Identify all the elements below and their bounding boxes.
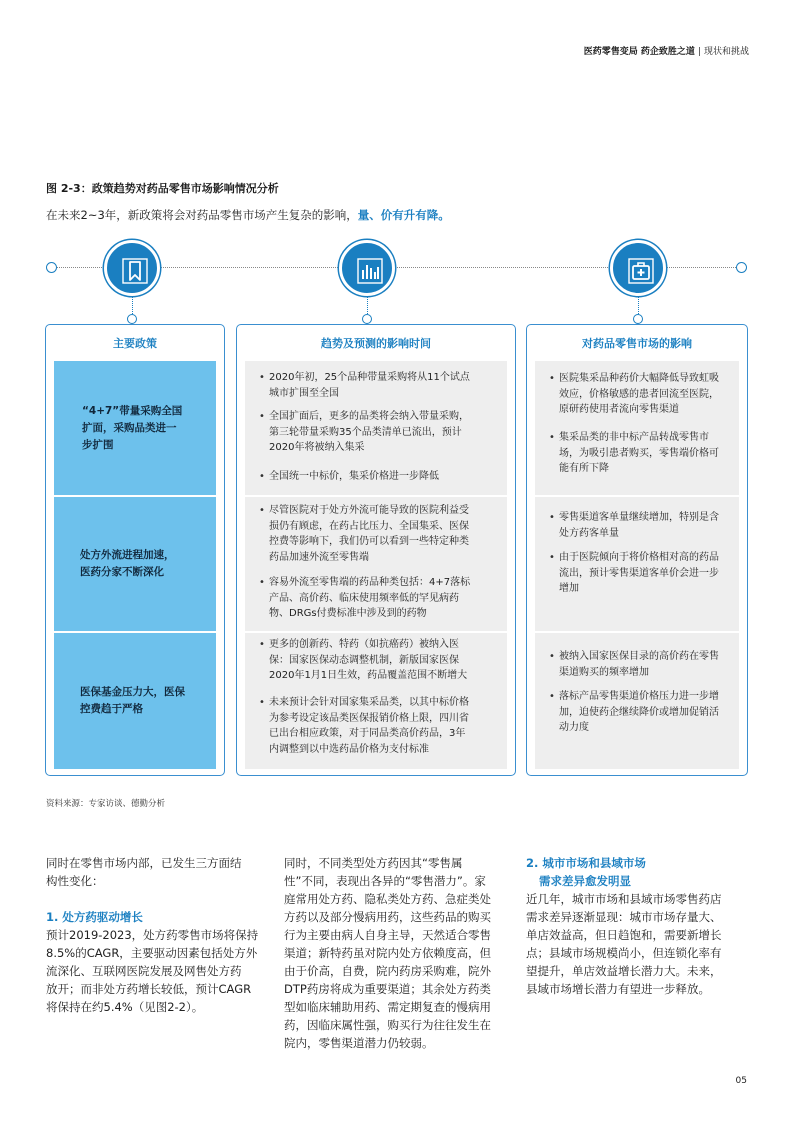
text-line: 近几年，城市市场和县域市场零售药店 bbox=[526, 892, 722, 906]
connector-stem-1 bbox=[132, 296, 133, 316]
section-heading-2-line-1: 2. 城市市场和县域市场 bbox=[526, 856, 646, 870]
figure-subtitle-lead: 在未来2~3年，新政策将会对药品零售市场产生复杂的影响， bbox=[46, 208, 358, 222]
text-line: 望提升，单店效益增长潜力大。未来， bbox=[526, 964, 722, 978]
text-line: 物、DRGs付费标准中涉及到的药物 bbox=[269, 608, 427, 619]
trend-2-bullet-2 bbox=[259, 575, 497, 622]
section-heading-2-line-2: 需求差异愈发明显 bbox=[539, 874, 631, 888]
text-line: 性”不同，表现出各异的“零售潜力”。家 bbox=[284, 874, 486, 888]
figure-title: 图 2-3：政策趋势对药品零售市场影响情况分析 bbox=[46, 182, 279, 195]
impact-2-bullet-2 bbox=[549, 550, 729, 597]
header-section: 现状和挑战 bbox=[703, 47, 749, 57]
body-column-2 bbox=[284, 854, 514, 1052]
impact-1-bullet-2 bbox=[549, 430, 729, 477]
policy-1-line-2: 扩面，采购品类进一 bbox=[82, 422, 177, 434]
trend-1-bullet-1 bbox=[259, 370, 497, 401]
text-line: 点；县域市场规模尚小，但连锁化率有 bbox=[526, 946, 722, 960]
policy-2-line-2: 医药分家不断深化 bbox=[80, 566, 164, 578]
policy-2-line-1: 处方外流进程加速， bbox=[80, 549, 175, 561]
trend-1-bullet-2 bbox=[259, 409, 497, 456]
header-title: 医药零售变局 药企致胜之道 bbox=[583, 47, 695, 57]
trend-panel-header: 趋势及预测的影响时间 bbox=[321, 337, 431, 350]
body-column-3 bbox=[526, 854, 756, 998]
text-line: 渠道购买的频率增加 bbox=[559, 666, 649, 678]
text-line: 内调整到以中选药品价格为支付标准 bbox=[269, 743, 429, 755]
trend-3-bullet-1 bbox=[259, 637, 497, 684]
text-line: 预计2019-2023，处方药零售市场将保持 bbox=[46, 928, 259, 942]
connector-start-dot bbox=[46, 262, 57, 273]
header-separator: | bbox=[697, 47, 701, 57]
text-line: 同时，不同类型处方药因其“零售属 bbox=[284, 856, 463, 870]
policy-cell-3 bbox=[54, 633, 216, 769]
text-line: DTP药房将成为重要渠道；其余处方药类 bbox=[284, 982, 491, 996]
impact-cell-1 bbox=[535, 361, 739, 495]
impact-2-bullet-1 bbox=[549, 510, 729, 541]
text-line: 渠道；新特药虽对院内处方依赖度高，但 bbox=[284, 946, 491, 960]
text-line: • 由于医院倾向于将价格相对高的药品 bbox=[559, 552, 719, 563]
section-heading-1: 1. 处方药驱动增长 bbox=[46, 910, 143, 924]
text-line: 为参考设定该品类医保报销价格上限，四川省 bbox=[269, 712, 469, 724]
impact-3-bullet-2 bbox=[549, 689, 729, 736]
text-line: 县域市场增长潜力有望进一步释放。 bbox=[526, 982, 710, 996]
trend-cell-2 bbox=[245, 497, 507, 631]
running-header bbox=[584, 44, 749, 57]
text-line: 药，因临床属性强，购买行为往往发生在 bbox=[284, 1018, 491, 1032]
text-line: • 落标产品零售渠道价格压力进一步增 bbox=[559, 691, 719, 702]
text-line: 由于价高，自费，院内药房采购难，院外 bbox=[284, 964, 491, 978]
text-line: 效应，价格敏感的患者回流至医院， bbox=[559, 388, 719, 400]
text-line: • 零售渠道客单量继续增加，特别是含 bbox=[559, 512, 719, 523]
connector-end-dot bbox=[736, 262, 747, 273]
text-line: 保：国家医保动态调整机制，新版国家医保 bbox=[269, 654, 459, 666]
text-line: 构性变化： bbox=[46, 874, 104, 888]
policy-1-line-3: 步扩围 bbox=[82, 439, 114, 451]
text-line: 加，迫使药企继续降价或增加促销活 bbox=[559, 706, 719, 718]
text-line: 产品、高价药、临床使用频率低的罕见病药 bbox=[269, 592, 459, 604]
text-line: 城市扩围至全国 bbox=[269, 387, 339, 399]
page-number: 05 bbox=[735, 1076, 747, 1086]
text-line: 处方药客单量 bbox=[559, 527, 619, 539]
text-line: 动力度 bbox=[559, 722, 589, 733]
policy-3-line-1: 医保基金压力大，医保 bbox=[80, 686, 185, 698]
impact-panel-header: 对药品零售市场的影响 bbox=[582, 337, 692, 350]
text-line: 行为主要由病人自身主导，天然适合零售 bbox=[284, 928, 491, 942]
trend-3-bullet-2 bbox=[259, 695, 497, 757]
policy-cell-1 bbox=[54, 361, 216, 495]
connector-node-2 bbox=[362, 314, 372, 324]
medical-kit-icon bbox=[610, 240, 666, 296]
text-line: 8.5%的CAGR，主要驱动因素包括处方外 bbox=[46, 946, 258, 960]
impact-cell-3 bbox=[535, 633, 739, 769]
connector-node-1 bbox=[127, 314, 137, 324]
text-line: • 尽管医院对于处方外流可能导致的医院利益受 bbox=[269, 505, 469, 516]
text-line: 场，为吸引患者购买，零售端价格可 bbox=[559, 447, 719, 459]
text-line: • 未来预计会针对国家集采品类，以其中标价格 bbox=[269, 697, 469, 708]
text-line: 已出台相应政策，对于同品类高价药品，3年 bbox=[269, 728, 466, 739]
trend-panel bbox=[236, 324, 516, 776]
text-line: • 全国统一中标价，集采价格进一步降低 bbox=[269, 471, 439, 482]
text-line: • 集采品类的非中标产品转战零售市 bbox=[559, 432, 709, 443]
text-line: 庭常用处方药、隐私类处方药、急症类处 bbox=[284, 892, 491, 906]
figure-subtitle bbox=[46, 207, 450, 223]
text-line: 2020年将被纳入集采 bbox=[269, 442, 365, 453]
text-line: • 更多的创新药、特药（如抗癌药）被纳入医 bbox=[269, 639, 459, 650]
body-column-1 bbox=[46, 854, 268, 1016]
impact-3-bullet-1 bbox=[549, 649, 729, 680]
trend-1-bullet-3 bbox=[259, 469, 497, 485]
text-line: 损仍有顾虑，在药占比压力、全国集采、医保 bbox=[269, 520, 469, 532]
bar-chart-icon bbox=[339, 240, 395, 296]
text-line: • 全国扩面后，更多的品类将会纳入带量采购， bbox=[269, 411, 469, 422]
text-line: 同时在零售市场内部，已发生三方面结 bbox=[46, 856, 242, 870]
text-line: 能有所下降 bbox=[559, 463, 609, 474]
connector-stem-3 bbox=[638, 296, 639, 316]
impact-1-bullet-1 bbox=[549, 371, 729, 418]
policy-3-line-2: 控费趋于严格 bbox=[80, 703, 143, 715]
connector-stem-2 bbox=[367, 296, 368, 316]
text-line: 需求差异逐渐显现：城市市场存量大、 bbox=[526, 910, 722, 924]
text-line: 控费等影响下，我们仍可以看到一些特定种类 bbox=[269, 536, 469, 547]
text-line: 院内，零售渠道潜力仍较弱。 bbox=[284, 1036, 434, 1050]
text-line: 方药以及部分慢病用药，这些药品的购买 bbox=[284, 910, 491, 924]
impact-panel bbox=[526, 324, 748, 776]
text-line: 流深化、互联网医院发展及网售处方药 bbox=[46, 964, 242, 978]
policy-1-line-1: “4+7”带量采购全国 bbox=[82, 405, 183, 417]
policy-panel bbox=[45, 324, 225, 776]
connector-node-3 bbox=[633, 314, 643, 324]
trend-cell-1 bbox=[245, 361, 507, 495]
trend-cell-3 bbox=[245, 633, 507, 769]
policy-panel-header: 主要政策 bbox=[113, 337, 157, 350]
text-line: • 被纳入国家医保目录的高价药在零售 bbox=[559, 651, 719, 662]
figure-source: 资料来源：专家访谈、德勤分析 bbox=[46, 799, 166, 809]
trend-2-bullet-1 bbox=[259, 503, 497, 565]
figure-subtitle-highlight: 量、价有升有降。 bbox=[357, 208, 450, 222]
text-line: 放开；而非处方药增长较低，预计CAGR bbox=[46, 982, 252, 996]
text-line: 增加 bbox=[559, 583, 579, 594]
text-line: • 医院集采品种药价大幅降低导致虹吸 bbox=[559, 373, 719, 384]
text-line: • 2020年初，25个品种带量采购将从11个试点 bbox=[269, 372, 470, 383]
text-line: 2020年1月1日生效，药品覆盖范围不断增大 bbox=[269, 670, 468, 681]
text-line: 单店效益高，但日趋饱和，需要新增长 bbox=[526, 928, 722, 942]
text-line: • 容易外流至零售端的药品种类包括：4+7落标 bbox=[269, 577, 471, 588]
text-line: 流出，预计零售渠道客单价会进一步 bbox=[559, 567, 719, 579]
bookmark-icon bbox=[104, 240, 160, 296]
policy-cell-2 bbox=[54, 497, 216, 631]
text-line: 第三轮带量采购35个品类清单已流出，预计 bbox=[269, 426, 462, 438]
text-line: 型如临床辅助用药、需定期复查的慢病用 bbox=[284, 1000, 491, 1014]
text-line: 原研药使用者流向零售渠道 bbox=[559, 404, 679, 415]
text-line: 将保持在约5.4%（见图2-2）。 bbox=[46, 1000, 204, 1014]
impact-cell-2 bbox=[535, 497, 739, 631]
text-line: 药品加速外流至零售端 bbox=[269, 551, 369, 563]
